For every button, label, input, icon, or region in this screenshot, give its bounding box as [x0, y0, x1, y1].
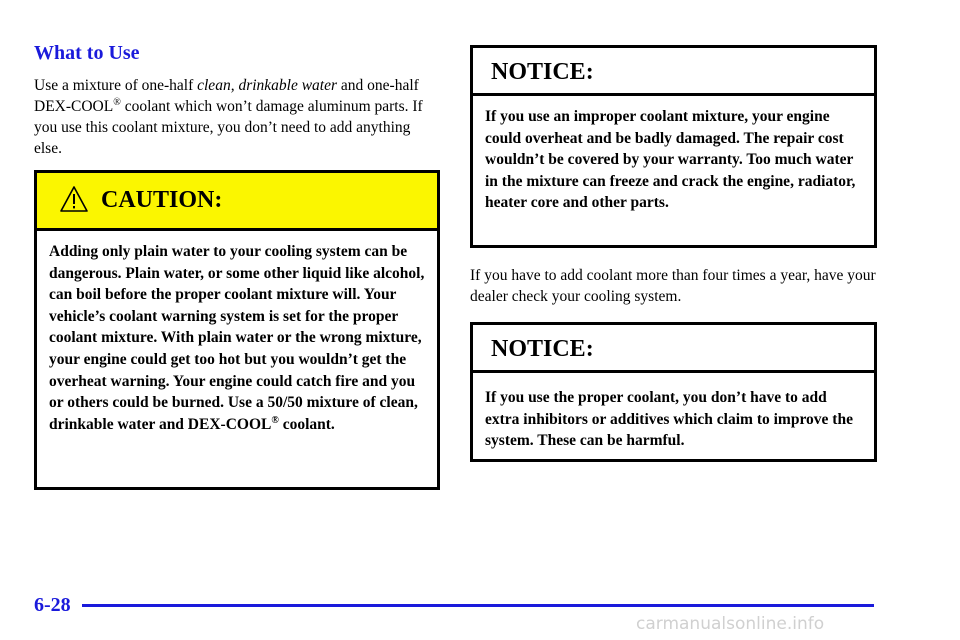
page-number: 6-28 — [34, 594, 71, 616]
caution-text-end: coolant. — [278, 415, 335, 433]
notice-text: If you use the proper coolant, you don’t have to add extra inhibitors or additives which claim to improve the system. These can be harmful. — [485, 389, 853, 450]
footer-rule — [82, 604, 874, 607]
notice-box-proper-coolant — [470, 322, 877, 462]
notice-title: NOTICE: — [491, 336, 594, 362]
intro-text-2: and one-half DEX-COOL — [34, 77, 419, 115]
notice-box-improper-mixture — [470, 45, 877, 248]
registered-mark: ® — [113, 97, 121, 108]
caution-text — [37, 231, 437, 435]
intro-paragraph — [34, 75, 439, 159]
intro-text-1: Use a mixture of one-half — [34, 77, 198, 94]
caution-header — [37, 173, 437, 231]
caution-text-main: Adding only plain water to your cooling system can be dangerous. Plain water, or some other liquid like alcohol, can boil before the proper coolant mixture will. Your vehicle’s coolant warning system is set for the proper coolant mixture. With plain water or the wrong mixture, your engine could get too hot but you wouldn’t get the overheat warning. Your engine could catch fire and you or others could be burned. Use a 50/50 mixture of clean, drinkable water and DEX-COOL — [49, 243, 425, 433]
caution-title: CAUTION: — [101, 187, 223, 213]
section-heading: What to Use — [34, 42, 140, 64]
intro-text-3: coolant which won’t damage aluminum parts. If you use this coolant mixture, you don’t need to add anything else. — [34, 98, 423, 157]
intro-emphasis: clean, drinkable water — [197, 77, 338, 94]
notice-header — [473, 325, 874, 373]
notice-title: NOTICE: — [491, 59, 594, 85]
warning-triangle-icon — [59, 185, 89, 213]
registered-mark: ® — [271, 414, 279, 426]
notice-text: If you use an improper coolant mixture, your engine could overheat and be badly damaged. The repair cost wouldn’t be covered by your warranty. Too much water in the mixture can freeze and crack the engine, radiator, heater core and other parts. — [485, 108, 856, 212]
notice-header — [473, 48, 874, 96]
coolant-frequency-paragraph: If you have to add coolant more than four times a year, have your dealer check your cooling system. — [470, 267, 876, 305]
caution-box — [34, 170, 440, 490]
watermark: carmanualsonline.info — [636, 614, 825, 634]
